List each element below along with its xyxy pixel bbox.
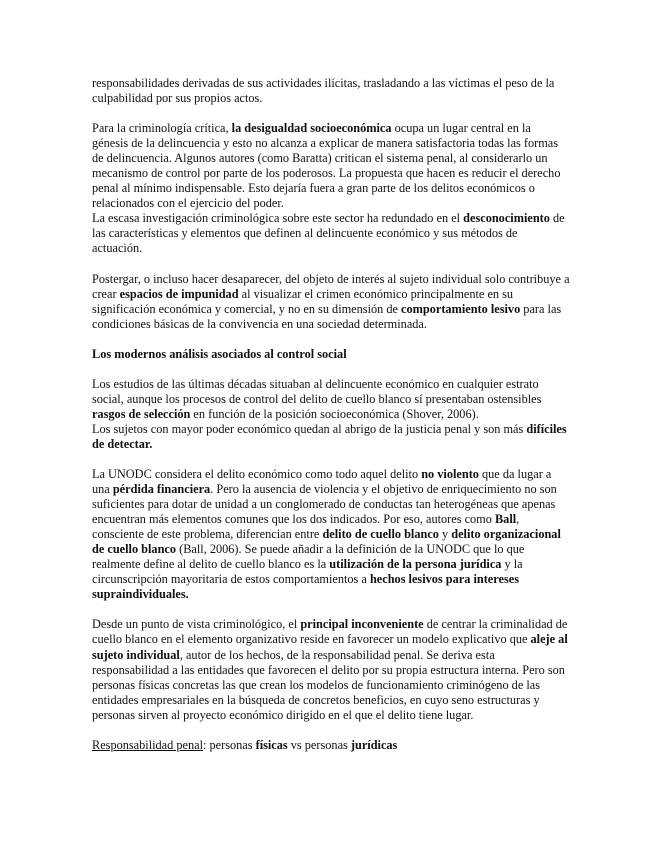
paragraph-8 [92, 617, 570, 722]
bold-text: jurídicas [350, 737, 398, 752]
paragraph-5 [92, 377, 570, 422]
bold-text: desconocimiento [463, 211, 550, 226]
text: La escasa investigación criminológica sobre este sector ha redundado en el [92, 211, 464, 226]
paragraph-6 [92, 422, 570, 452]
text: que da lugar a una [92, 466, 552, 497]
bold-text: físicas [255, 737, 288, 752]
text: Los sujetos con mayor poder económico quedan al abrigo de la justicia penal y son más [92, 421, 527, 436]
text: Para la criminología crítica, [92, 121, 232, 136]
bold-text: principal inconveniente [300, 617, 424, 632]
bold-text: rasgos de selección [92, 406, 191, 421]
bold-text: espacios de impunidad [119, 286, 239, 301]
underlined-text: Responsabilidad penal [92, 737, 203, 752]
text: . Pero la ausencia de violencia y el objetivo de enriquecimiento no son suficientes para dotar de unidad a un conglomerado de conductas tan heterogéneas que apenas encuentran más elementos comunes que los dos indicados. Por eso, autores como [92, 482, 557, 527]
bold-text: no violento [421, 466, 479, 481]
bold-text: la desigualdad socioeconómica [231, 121, 392, 136]
section-heading: Los modernos análisis asociados al control social [92, 346, 347, 361]
text: (Ball, 2006). Se puede añadir a la definición de la UNODC que lo que realmente define al delito de cuello blanco es la [92, 542, 525, 572]
bold-text: delito organizacional de cuello blanco [92, 527, 561, 557]
document-page [92, 76, 570, 753]
text: responsabilidades derivadas de sus actividades ilícitas, trasladando a las víctimas el peso de la culpabilidad por sus propios actos. [92, 76, 555, 106]
paragraph-7 [92, 467, 570, 602]
text: de las características y elementos que definen al delincuente económico y sus métodos de actuación. [92, 211, 565, 256]
bold-text: pérdida financiera [112, 482, 211, 497]
bold-text: difíciles de detectar. [92, 421, 567, 451]
text: y la circunscripción mayoritaria de estos comportamientos a [92, 557, 523, 587]
paragraph-4 [92, 272, 570, 332]
bold-text: delito de cuello blanco [322, 527, 439, 542]
text: Los estudios de las últimas décadas situaban al delincuente económico en cualquier estrato social, aunque los procesos de control del delito de cuello blanco sí presentaban ostensibles [92, 376, 542, 406]
text: y [438, 527, 452, 542]
paragraph-1 [92, 76, 570, 106]
text: de centrar la criminalidad de cuello blanco en el elemento organizativo reside en favorecer un modelo explicativo que [92, 617, 568, 647]
bold-text: utilización de la persona jurídica [329, 557, 502, 572]
text: : personas [203, 737, 256, 752]
bold-text: Ball [494, 512, 517, 527]
text: vs personas [287, 737, 351, 752]
text: para las condiciones básicas de la convivencia en una sociedad determinada. [92, 301, 562, 331]
bold-text: hechos lesivos para intereses supraindividuales. [92, 572, 519, 602]
text: Desde un punto de vista criminológico, el [92, 617, 301, 632]
paragraph-3 [92, 211, 570, 256]
bold-text: comportamiento lesivo [401, 301, 521, 316]
text: , autor de los hechos, de la responsabilidad penal. Se deriva esta responsabilidad a las entidades que favorecen el delito por su propia estructura interna. Pero son personas físicas concretas las que crean los modelos de funcionamiento criminógeno de las entidades empresariales en la búsqueda de concretos beneficios, en cuyo seno estructuras y personas sirven al proyecto económico dirigido en el que el delito tiene lugar. [92, 647, 565, 722]
bold-text: aleje al sujeto individual [92, 632, 568, 662]
text: en función de la posición socioeconómica (Shover, 2006). [190, 406, 479, 421]
text: ocupa un lugar central en la génesis de la delincuencia y esto no alcanza a explicar de manera satisfactoria todas las formas de delincuencia. Algunos autores (como Baratta) critican el sistema penal, al considerarlo un mecanismo de control por parte de los poderosos. La propuesta que hacen es reducir el derecho penal al mínimo indispensable. Esto dejaría fuera a gran parte de los delitos económicos o relacionados con el ejercicio del poder. [92, 121, 561, 211]
paragraph-9 [92, 738, 570, 753]
paragraph-2 [92, 121, 570, 211]
text: , consciente de este problema, diferencian entre [92, 512, 520, 542]
text: La UNODC considera el delito económico como todo aquel delito [92, 466, 422, 481]
text: Postergar, o incluso hacer desaparecer, del objeto de interés al sujeto individual solo contribuye a crear [92, 271, 570, 301]
text: al visualizar el crimen económico principalmente en su significación económica y comercial, y no en su dimensión de [92, 286, 514, 316]
